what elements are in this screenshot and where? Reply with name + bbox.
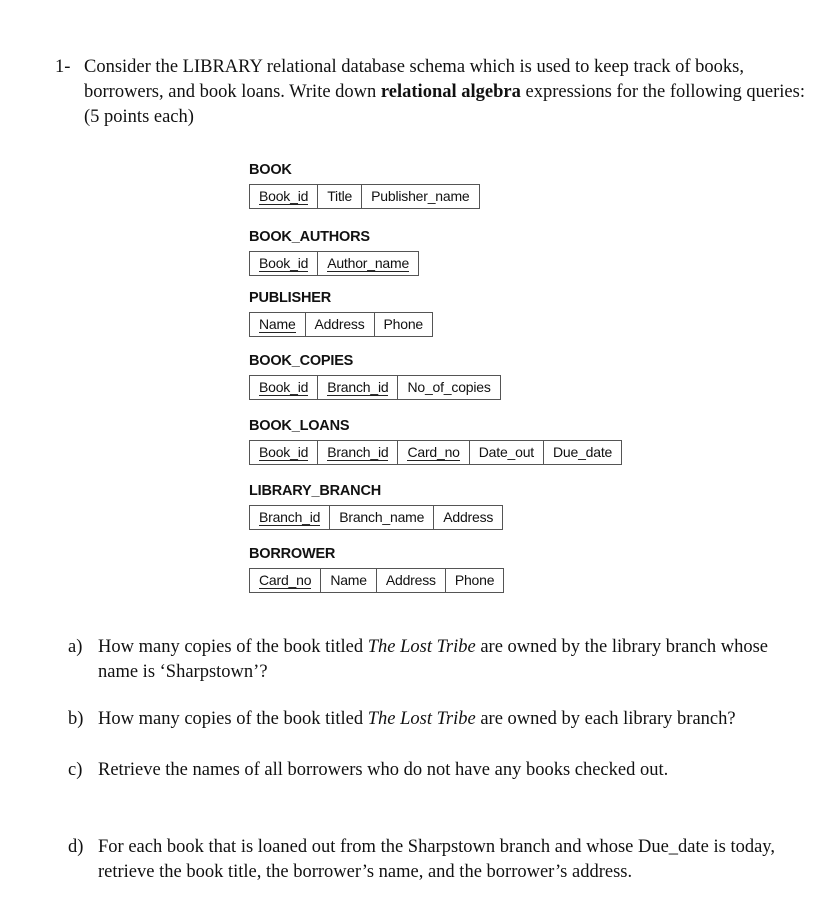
question-1 bbox=[55, 55, 820, 130]
attribute bbox=[446, 569, 503, 592]
subquestion-text-pre: For each book that is loaned out from the Sharpstown branch and whose Due_date is today, retrieve the book title, the borrower’s name, and the borrower’s address. bbox=[98, 837, 775, 882]
subquestion-label: b) bbox=[68, 709, 84, 729]
subquestion-text-pre: Retrieve the names of all borrowers who do not have any books checked out. bbox=[98, 760, 669, 780]
attribute bbox=[318, 185, 362, 208]
relation-attributes bbox=[249, 312, 433, 337]
attribute bbox=[375, 313, 432, 336]
subquestion-label: c) bbox=[68, 760, 83, 780]
attribute-label: Card_no bbox=[259, 572, 312, 588]
relation-attributes bbox=[249, 375, 501, 400]
attribute-label: Address bbox=[385, 572, 436, 588]
subquestion-text bbox=[98, 835, 808, 885]
relation-name: LIBRARY_BRANCH bbox=[249, 483, 381, 499]
subquestion-label: d) bbox=[68, 837, 84, 857]
attribute-label: Branch_id bbox=[259, 509, 321, 525]
key-attribute bbox=[318, 252, 418, 275]
attribute-label: Book_id bbox=[259, 444, 309, 460]
relation-name: BOOK_COPIES bbox=[249, 353, 354, 369]
relation-name: PUBLISHER bbox=[249, 290, 331, 306]
relation-book-copies bbox=[249, 353, 501, 400]
attribute bbox=[470, 441, 544, 464]
relation-name: BOOK bbox=[249, 162, 292, 178]
attribute-label: Address bbox=[443, 509, 494, 525]
relation-book bbox=[249, 162, 480, 209]
relation-borrower bbox=[249, 546, 504, 593]
relation-publisher bbox=[249, 290, 433, 337]
subquestion-text bbox=[98, 635, 808, 685]
attribute bbox=[306, 313, 375, 336]
book-title-italic: The Lost Tribe bbox=[367, 709, 476, 729]
subquestion-d bbox=[68, 835, 808, 885]
attribute bbox=[398, 376, 499, 399]
attribute-label: Book_id bbox=[259, 379, 309, 395]
subquestion-text-pre: How many copies of the book titled bbox=[98, 637, 368, 657]
relation-attributes bbox=[249, 505, 503, 530]
question-text bbox=[84, 55, 820, 130]
attribute-label: Title bbox=[327, 188, 353, 204]
attribute-label: Card_no bbox=[407, 444, 460, 460]
key-attribute bbox=[398, 441, 469, 464]
relation-book-authors bbox=[249, 229, 419, 276]
subquestion-a bbox=[68, 635, 808, 685]
subquestion-text-pre: How many copies of the book titled bbox=[98, 709, 368, 729]
attribute-label: Date_out bbox=[478, 444, 534, 460]
attribute-label: Publisher_name bbox=[371, 188, 470, 204]
attribute bbox=[362, 185, 478, 208]
subquestion-text bbox=[98, 707, 808, 732]
key-attribute bbox=[250, 569, 321, 592]
attribute bbox=[434, 506, 502, 529]
attribute-label: Branch_id bbox=[327, 379, 389, 395]
relation-attributes bbox=[249, 184, 480, 209]
attribute bbox=[544, 441, 621, 464]
question-number: 1- bbox=[55, 57, 71, 77]
attribute-label: Book_id bbox=[259, 188, 309, 204]
key-attribute bbox=[318, 376, 398, 399]
key-attribute bbox=[250, 506, 330, 529]
question-text-part-1: Consider the LIBRARY relational database schema which is used to keep track of books, borrowers, and book loans. Write down bbox=[84, 57, 745, 102]
attribute bbox=[377, 569, 446, 592]
key-attribute bbox=[250, 252, 318, 275]
key-attribute bbox=[250, 376, 318, 399]
relation-attributes bbox=[249, 568, 504, 593]
relation-attributes bbox=[249, 440, 622, 465]
relation-name: BOOK_AUTHORS bbox=[249, 229, 370, 245]
attribute-label: Branch_name bbox=[339, 509, 425, 525]
attribute bbox=[321, 569, 377, 592]
relation-name: BOOK_LOANS bbox=[249, 418, 350, 434]
attribute-label: Book_id bbox=[259, 255, 309, 271]
subquestion-label: a) bbox=[68, 637, 83, 657]
relation-book-loans bbox=[249, 418, 622, 465]
key-attribute bbox=[250, 441, 318, 464]
attribute-label: Phone bbox=[454, 572, 495, 588]
attribute-label: Address bbox=[314, 316, 365, 332]
question-text-emphasis: relational algebra bbox=[380, 82, 521, 102]
book-title-italic: The Lost Tribe bbox=[367, 637, 476, 657]
attribute bbox=[330, 506, 434, 529]
subquestion-c bbox=[68, 758, 808, 783]
relation-library-branch bbox=[249, 483, 503, 530]
attribute-label: Name bbox=[259, 316, 296, 332]
subquestion-text bbox=[98, 758, 808, 783]
relation-attributes bbox=[249, 251, 419, 276]
key-attribute bbox=[318, 441, 398, 464]
attribute-label: No_of_copies bbox=[407, 379, 491, 395]
attribute-label: Name bbox=[330, 572, 367, 588]
attribute-label: Author_name bbox=[327, 255, 410, 271]
question-text-part-2: expressions for the following queries: (5 points each) bbox=[84, 82, 805, 127]
relation-name: BORROWER bbox=[249, 546, 336, 562]
key-attribute bbox=[250, 313, 306, 336]
subquestion-b bbox=[68, 707, 808, 732]
attribute-label: Due_date bbox=[553, 444, 613, 460]
subquestion-text-post: are owned by each library branch? bbox=[475, 709, 736, 729]
key-attribute bbox=[250, 185, 318, 208]
attribute-label: Branch_id bbox=[327, 444, 389, 460]
attribute-label: Phone bbox=[383, 316, 423, 332]
subquestion-text-post: are owned by the library branch whose name is ‘Sharpstown’? bbox=[98, 637, 768, 682]
